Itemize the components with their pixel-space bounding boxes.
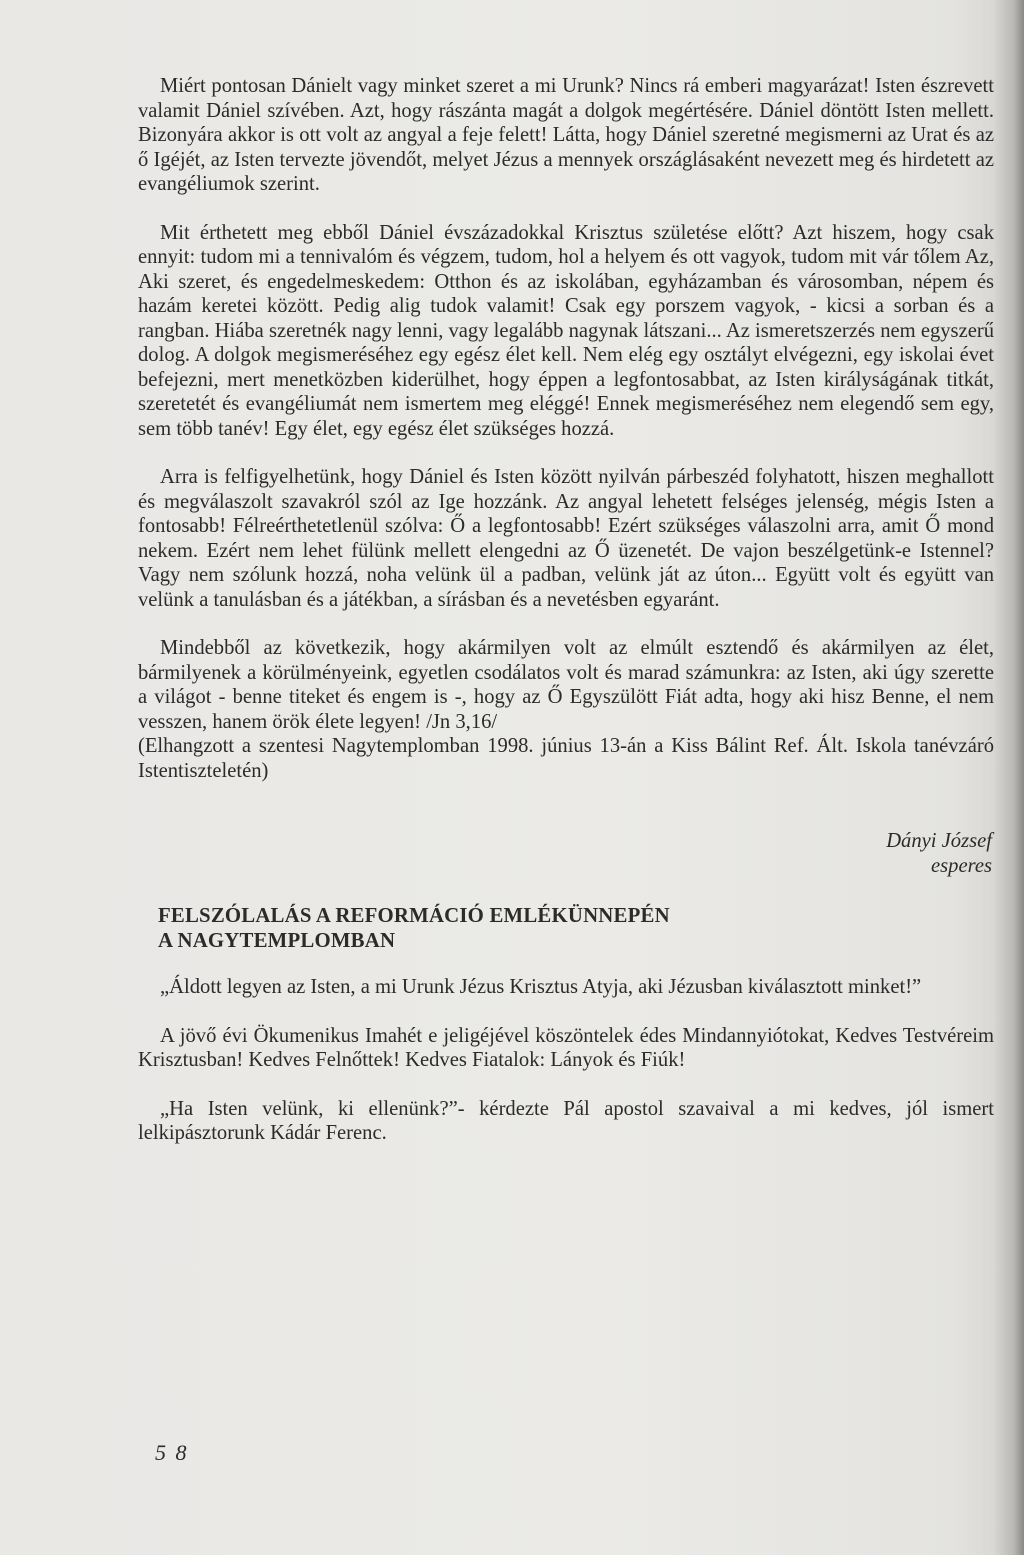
delivery-note: (Elhangzott a szentesi Nagytemplomban 1998. június 13-án a Kiss Bálint Ref. Ált. Iskola tanévzáró Istentiszteletén) xyxy=(138,735,994,782)
signature xyxy=(138,829,994,878)
body-text xyxy=(138,74,994,1146)
page-number: 5 8 xyxy=(155,1440,189,1465)
signature-title: esperes xyxy=(931,854,992,877)
paragraph-scripture-quote: „Áldott legyen az Isten, a mi Urunk Jézus Krisztus Atyja, aki Jézusban kiválasztott minket!” xyxy=(160,976,922,998)
paragraph-why-daniel: Miért pontosan Dánielt vagy minket szeret a mi Urunk? Nincs rá emberi magyarázat! Isten észrevett valamit Dániel szívében. Azt, hogy rászánta magát a dolgok megértésére. Dániel döntött Isten mellett. Bizonyára akkor is ott volt az angyal a feje felett! Látta, hogy Dániel szeretné megismerni az Urat és az ő Igéjét, az Isten tervezte jövendőt, melyet Jézus a mennyek országlásaként nevezett meg és hirdetett az evangéliumok szerint. xyxy=(138,75,994,195)
paragraph-conclusion: Mindebből az következik, hogy akármilyen volt az elmúlt esztendő és akármilyen az élet, bármilyenek a körülményeink, egyetlen csodálatos volt és marad számunkra: az Isten, aki úgy szerette a világot - benne titeket és engem is -, hogy az Ő Egyszülött Fiát adta, hogy aki hisz Benne, el nem vesszen, hanem örök élete legyen! /Jn 3,16/ xyxy=(138,637,994,733)
paragraph-dialogue-with-god: Arra is felfigyelhetünk, hogy Dániel és Isten között nyilván párbeszéd folyhatott, hiszen meghallott és megválaszolt szavakról szól az Ige hozzánk. Az angyal lehetett felséges jelenség, mégis Isten a fontosabb! Félreérthetetlenül szólva: Ő a legfontosabb! Ezért szükséges válaszolni arra, amit Ő mond nekem. Ezért nem lehet fülünk mellett elengedni az Ő üzenetét. De vajon beszélgetünk-e Istennel? Vagy nem szólunk hozzá, noha velünk ül a padban, velünk ját az úton... Együtt volt és együtt van velünk a tanulásban és a játékban, a sírásban és a nevetésben egyaránt. xyxy=(138,466,994,611)
paragraph-what-daniel-understood: Mit érthetett meg ebből Dániel évszázadokkal Krisztus születése előtt? Azt hiszem, hogy csak ennyit: tudom mi a tennivalóm és végzem, tudom, hol a helyem és ott vagyok, tudom mit vár tőlem Az, Aki szeret, és engedelmeskedem: Otthon és az iskolában, egyházamban és városomban, népem és hazám keretei között. Pedig alig tudok valamit! Csak egy porszem vagyok, - kicsi a sorban és a rangban. Hiába szeretnék nagy lenni, vagy legalább nagynak látszani... Az ismeretszerzés nem egyszerű dolog. A dolgok megismeréséhez egy egész élet kell. Nem elég egy osztályt elvégezni, egy iskolai évet befejezni, mert menetközben kiderülhet, hogy éppen a legfontosabbat, az Isten királyságának titkát, szeretetét és evangéliumát nem ismertem meg eléggé! Ennek megismeréséhez nem elegendő sem egy, sem több tanév! Egy élet, egy egész élet szükséges hozzá. xyxy=(138,221,995,440)
section-heading xyxy=(138,904,994,953)
section-heading-line-1: FELSZÓLALÁS A REFORMÁCIÓ EMLÉKÜNNEPÉN xyxy=(158,904,670,927)
paragraph-pastor-quote: „Ha Isten velünk, ki ellenünk?”- kérdezte Pál apostol szavaival a mi kedves, jól ismert lelkipásztorunk Kádár Ferenc. xyxy=(138,1097,994,1144)
section-heading-line-2: A NAGYTEMPLOMBAN xyxy=(158,928,396,952)
paragraph-greeting: A jövő évi Ökumenikus Imahét e jeligéjével köszöntelek édes Mindannyiótokat, Kedves Testvéreim Krisztusban! Kedves Felnőttek! Kedves Fiatalok: Lányok és Fiúk! xyxy=(138,1024,994,1071)
signature-name: Dányi József xyxy=(886,830,992,852)
